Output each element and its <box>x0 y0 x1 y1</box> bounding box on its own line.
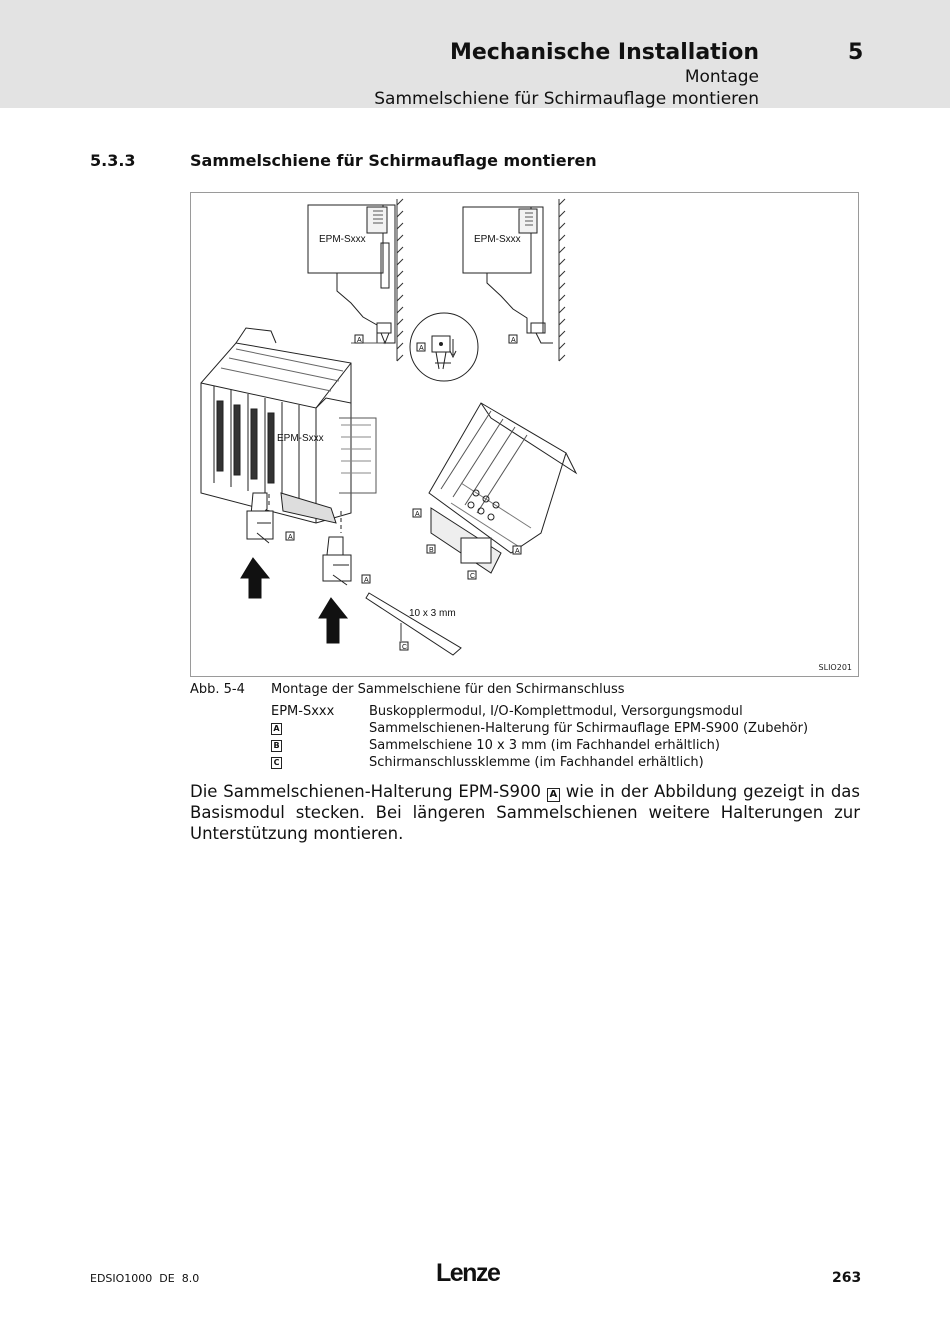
svg-text:A: A <box>515 548 520 555</box>
legend-key <box>271 737 369 754</box>
legend-row <box>271 720 808 737</box>
svg-text:A: A <box>364 577 369 584</box>
page-number: 263 <box>832 1270 862 1286</box>
legend-key: EPM-Sxxx <box>271 704 335 719</box>
footer-doc-code: EDSIO1000 DE 8.0 <box>90 1272 200 1285</box>
section-title: Sammelschiene für Schirmauflage montieren <box>190 151 597 170</box>
legend-row <box>271 737 808 754</box>
svg-text:A: A <box>415 511 420 518</box>
figure-legend <box>271 703 808 771</box>
caption-label: Abb. 5-4 <box>190 682 245 697</box>
chapter-title: Mechanische Installation <box>449 40 759 65</box>
svg-text:B: B <box>429 547 434 554</box>
marker-b: B <box>271 740 282 752</box>
body-text-part1: Die Sammelschienen-Halterung EPM-S900 <box>190 782 541 801</box>
figure-id: SLIO201 <box>818 663 852 672</box>
module-stack <box>201 328 376 523</box>
busbar <box>366 593 461 655</box>
caption-text: Montage der Sammelschiene für den Schirmanschluss <box>271 682 625 697</box>
label-module-3: EPM-Sxxx <box>277 433 324 444</box>
legend-row <box>271 754 808 771</box>
svg-text:A: A <box>511 337 516 344</box>
marker-a: A <box>271 723 282 735</box>
label-module-1: EPM-Sxxx <box>319 234 366 245</box>
legend-row <box>271 703 808 720</box>
legend-text: Sammelschienen-Halterung für Schirmauflage EPM-S900 (Zubehör) <box>369 721 809 736</box>
svg-text:C: C <box>470 573 476 580</box>
mounting-illustration <box>191 193 858 676</box>
wall-hatch-2 <box>559 199 565 361</box>
legend-text: Schirmanschlussklemme (im Fachhandel erhältlich) <box>369 755 704 770</box>
svg-text:A: A <box>288 534 293 541</box>
label-dimension: 10 x 3 mm <box>409 608 456 619</box>
body-text-part2: wie in der Abbildung gezeigt in das Basismodul stecken. Bei längeren Sammelschienen weitere Halterungen zur Unterstützung montieren. <box>190 782 861 843</box>
bracket-right <box>323 537 351 585</box>
marker-c: C <box>271 757 282 769</box>
legend-text: Sammelschiene 10 x 3 mm (im Fachhandel erhältlich) <box>369 738 720 753</box>
side-view-1 <box>308 205 395 343</box>
lenze-logo: Lenze <box>436 1259 500 1287</box>
subsection-heading: Sammelschiene für Schirmauflage montieren <box>374 89 759 109</box>
svg-text:A: A <box>419 345 424 352</box>
svg-text:C: C <box>402 644 408 651</box>
legend-key <box>271 720 369 737</box>
chapter-number: 5 <box>848 40 864 65</box>
svg-text:A: A <box>357 337 362 344</box>
wall-hatch-1 <box>397 199 403 361</box>
legend-text: Buskopplermodul, I/O-Komplettmodul, Versorgungsmodul <box>369 704 743 719</box>
body-marker-a: A <box>547 788 560 802</box>
body-paragraph <box>190 781 860 844</box>
side-view-2 <box>463 207 553 343</box>
label-module-2: EPM-Sxxx <box>474 234 521 245</box>
section-number: 5.3.3 <box>90 151 136 170</box>
legend-key <box>271 754 369 771</box>
figure <box>190 192 859 677</box>
rotated-module <box>429 403 576 573</box>
section-heading: Montage <box>684 67 759 87</box>
